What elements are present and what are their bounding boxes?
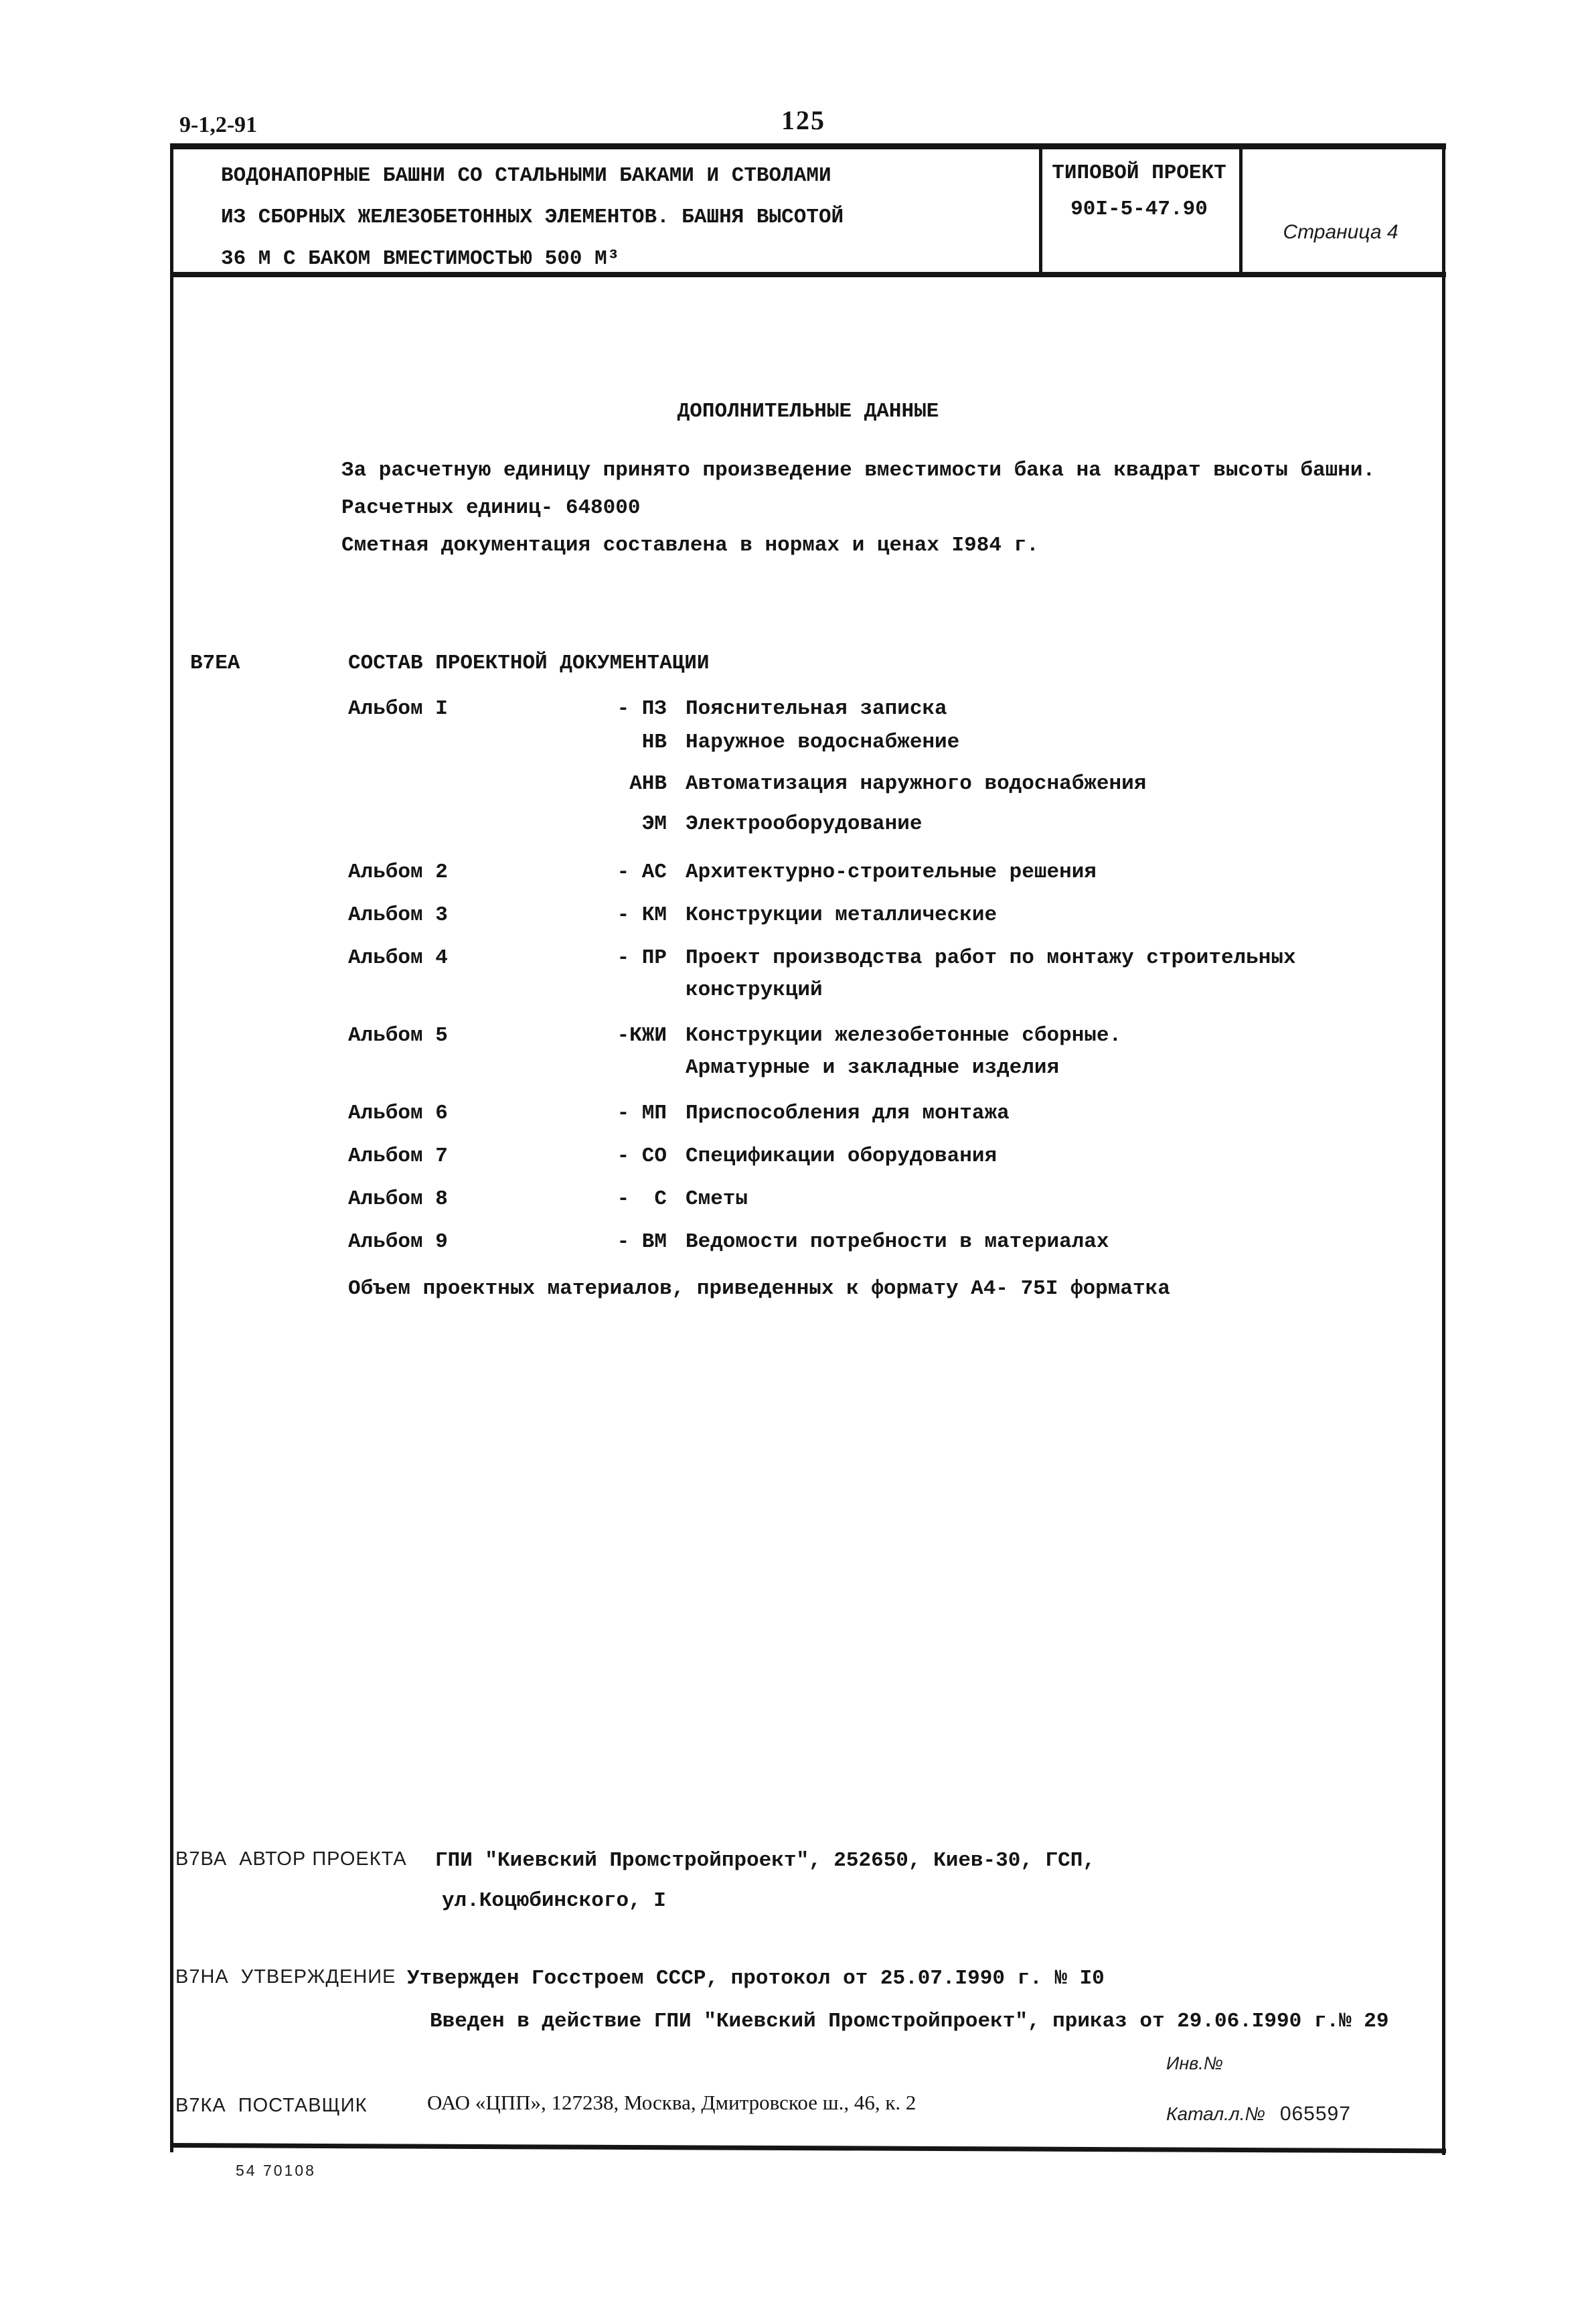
album-desc: Конструкции железобетонные сборные. bbox=[686, 1024, 1122, 1047]
album-code: АНВ bbox=[629, 772, 667, 796]
author-code: В7ВА bbox=[175, 1848, 228, 1870]
project-number: 90I-5-47.90 bbox=[1070, 198, 1208, 221]
author-line-1: ГПИ "Киевский Промстройпроект", 252650, Киев-30, ГСП, bbox=[435, 1849, 1095, 1872]
catalog-number-block bbox=[1166, 2103, 1351, 2126]
album-code: - АС bbox=[617, 861, 667, 884]
album-name: Альбом 2 bbox=[348, 861, 448, 884]
author-block-header bbox=[175, 1848, 407, 1870]
additional-data-line-2: Расчетных единиц- 648000 bbox=[341, 496, 641, 520]
print-code: 54 70108 bbox=[236, 2162, 316, 2179]
album-desc: Сметы bbox=[686, 1187, 748, 1211]
header-divider-2 bbox=[1239, 143, 1243, 277]
page-border-right bbox=[1442, 143, 1445, 2155]
page-label: Страница 4 bbox=[1283, 221, 1399, 243]
album-code: ЭМ bbox=[641, 812, 667, 836]
header-title-line-2: ИЗ СБОРНЫХ ЖЕЛЕЗОБЕТОННЫХ ЭЛЕМЕНТОВ. БАШНЯ ВЫСОТОЙ bbox=[221, 206, 844, 229]
album-code: НВ bbox=[641, 731, 667, 754]
album-name: Альбом 6 bbox=[348, 1102, 448, 1125]
composition-heading: СОСТАВ ПРОЕКТНОЙ ДОКУМЕНТАЦИИ bbox=[348, 652, 710, 675]
album-desc: Конструкции металлические bbox=[686, 903, 998, 927]
supplier-block-header bbox=[175, 2095, 367, 2117]
album-desc: конструкций bbox=[686, 978, 823, 1002]
album-desc: Спецификации оборудования bbox=[686, 1144, 998, 1168]
additional-data-heading: ДОПОЛНИТЕЛЬНЫЕ ДАННЫЕ bbox=[677, 400, 939, 423]
album-desc: Приспособления для монтажа bbox=[686, 1102, 1010, 1125]
composition-code: В7ЕА bbox=[190, 652, 240, 675]
doc-code: 9-1,2-91 bbox=[179, 113, 258, 137]
catalog-number-value: 065597 bbox=[1279, 2103, 1351, 2125]
album-name: Альбом 3 bbox=[348, 903, 448, 927]
header-title-line-3: 36 М С БАКОМ ВМЕСТИМОСТЬЮ 500 М³ bbox=[221, 247, 620, 271]
album-desc: Проект производства работ по монтажу строительных bbox=[686, 946, 1296, 970]
approval-code: В7НА bbox=[175, 1966, 229, 1988]
album-code: - С bbox=[617, 1187, 667, 1211]
album-name: Альбом 8 bbox=[348, 1187, 448, 1211]
album-name: Альбом I bbox=[348, 697, 448, 721]
inventory-number-label: Инв.№ bbox=[1166, 2053, 1224, 2073]
approval-block-header bbox=[175, 1966, 396, 1988]
header-title-line-1: ВОДОНАПОРНЫЕ БАШНИ СО СТАЛЬНЫМИ БАКАМИ И СТВОЛАМИ bbox=[221, 164, 831, 188]
album-desc: Архитектурно-строительные решения bbox=[686, 861, 1097, 884]
catalog-number-label: Катал.л.№ bbox=[1166, 2103, 1265, 2124]
author-label: АВТОР ПРОЕКТА bbox=[239, 1848, 407, 1870]
album-name: Альбом 9 bbox=[348, 1230, 448, 1254]
album-code: - МП bbox=[617, 1102, 667, 1125]
volume-note: Объем проектных материалов, приведенных к формату А4- 75I форматка bbox=[348, 1277, 1170, 1301]
album-desc: Автоматизация наружного водоснабжения bbox=[686, 772, 1147, 796]
album-code: - ВМ bbox=[617, 1230, 667, 1254]
album-name: Альбом 7 bbox=[348, 1144, 448, 1168]
album-desc: Электрооборудование bbox=[686, 812, 923, 836]
album-desc: Арматурные и закладные изделия bbox=[686, 1056, 1060, 1080]
album-code: - ПР bbox=[617, 946, 667, 970]
page-number: 125 bbox=[781, 105, 825, 135]
approval-label: УТВЕРЖДЕНИЕ bbox=[240, 1966, 396, 1988]
album-desc: Пояснительная записка bbox=[686, 697, 947, 721]
project-type-label: ТИПОВОЙ ПРОЕКТ bbox=[1052, 161, 1226, 185]
supplier-label: ПОСТАВЩИК bbox=[238, 2095, 368, 2116]
album-code: - ПЗ bbox=[617, 697, 667, 721]
album-code: -КЖИ bbox=[617, 1024, 667, 1047]
table-border-bottom bbox=[170, 272, 1446, 277]
supplier-code: В7КА bbox=[175, 2095, 226, 2116]
album-code: - КМ bbox=[617, 903, 667, 927]
album-name: Альбом 5 bbox=[348, 1024, 448, 1047]
album-code: - СО bbox=[617, 1144, 667, 1168]
approval-line-1: Утвержден Госстроем СССР, протокол от 25.07.I990 г. № I0 bbox=[407, 1967, 1105, 1990]
approval-line-2: Введен в действие ГПИ "Киевский Промстройпроект", приказ от 29.06.I990 г.№ 29 bbox=[430, 2010, 1389, 2033]
page-border-left bbox=[170, 143, 173, 2152]
additional-data-line-3: Сметная документация составлена в нормах и ценах I984 г. bbox=[341, 534, 1039, 557]
header-title-block bbox=[221, 163, 844, 272]
additional-data-line-1: За расчетную единицу принято произведение вместимости бака на квадрат высоты башни. bbox=[341, 459, 1376, 482]
album-desc: Наружное водоснабжение bbox=[686, 731, 960, 754]
supplier-value: ОАО «ЦПП», 127238, Москва, Дмитровское ш., 46, к. 2 bbox=[427, 2091, 916, 2114]
album-name: Альбом 4 bbox=[348, 946, 448, 970]
album-desc: Ведомости потребности в материалах bbox=[686, 1230, 1109, 1254]
page-border-bottom bbox=[170, 2143, 1446, 2153]
table-border-top bbox=[170, 143, 1446, 149]
author-line-2: ул.Коцюбинского, I bbox=[442, 1889, 666, 1913]
